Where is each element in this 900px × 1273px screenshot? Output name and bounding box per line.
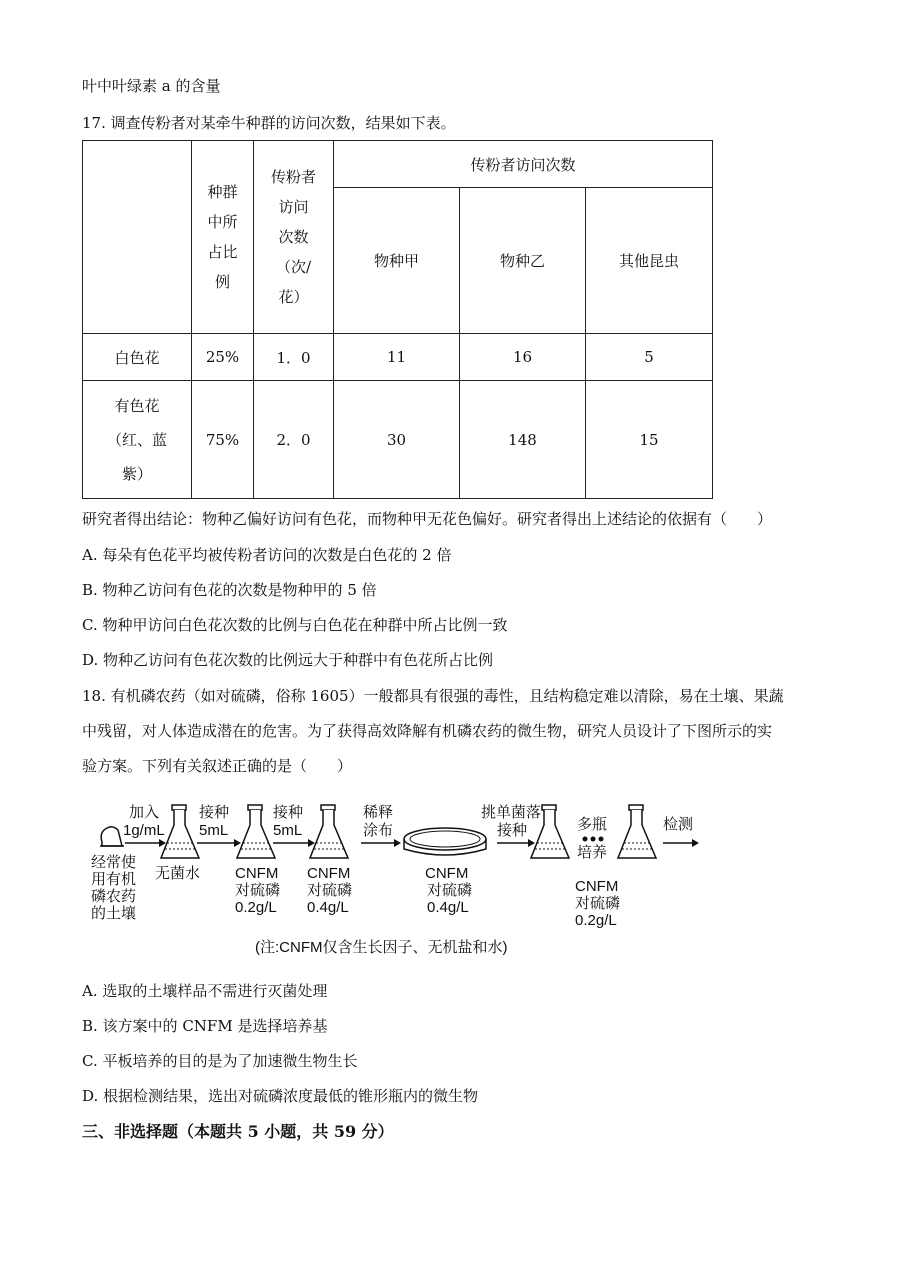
svg-text:培养: 培养 xyxy=(577,844,608,861)
value-cell: 11 xyxy=(334,334,460,381)
flask-last-label: CNFM xyxy=(575,878,619,895)
q17-conclusion: 研究者得出结论：物种乙偏好访问有色花，而物种甲无花色偏好。研究者得出上述结论的依据有（ ） xyxy=(82,510,773,528)
multi-bottle-label: 多瓶 xyxy=(577,816,608,833)
svg-text:用有机: 用有机 xyxy=(91,871,137,888)
svg-text:对硫磷: 对硫磷 xyxy=(307,882,353,899)
flask-3-icon xyxy=(310,805,348,858)
svg-text:涂布: 涂布 xyxy=(363,822,394,839)
value-cell: 30 xyxy=(334,381,460,499)
svg-text:0.4g/L: 0.4g/L xyxy=(307,899,349,916)
table-row xyxy=(83,381,713,499)
step5-label: 挑单菌落 xyxy=(481,804,542,821)
q17-option-a: A. 每朵有色花平均被传粉者访问的次数是白色花的 2 倍 xyxy=(82,546,452,564)
flask-1-icon xyxy=(161,805,199,858)
q17-option-b: B. 物种乙访问有色花的次数是物种甲的 5 倍 xyxy=(82,581,377,599)
svg-text:1g/mL: 1g/mL xyxy=(123,822,165,839)
section-3-heading: 三、非选择题（本题共 5 小题，共 59 分） xyxy=(82,1122,394,1141)
q18-stem-line-3: 验方案。下列有关叙述正确的是（ ） xyxy=(82,757,353,775)
experiment-diagram xyxy=(85,795,725,965)
svg-text:磷农药: 磷农药 xyxy=(91,888,137,905)
step1-label: 加入 xyxy=(129,804,160,821)
species-b-header: 物种乙 xyxy=(460,188,586,334)
flask-2-icon xyxy=(237,805,275,858)
q17-option-c: C. 物种甲访问白色花次数的比例与白色花在种群中所占比例一致 xyxy=(82,616,508,634)
flask-2-label: CNFM xyxy=(235,865,279,882)
ratio-cell: 25% xyxy=(192,334,254,381)
detect-label: 检测 xyxy=(663,816,694,833)
header-fragment: 叶中叶绿素 a 的含量 xyxy=(82,77,221,95)
q18-stem-line-1: 18. 有机磷农药（如对硫磷，俗称 1605）一般都具有很强的毒性，且结构稳定难以清除，易在土壤、果蔬 xyxy=(82,687,784,705)
q17-stem: 17. 调查传粉者对某牵牛种群的访问次数，结果如下表。 xyxy=(82,114,456,132)
q18-option-c: C. 平板培养的目的是为了加速微生物生长 xyxy=(82,1052,358,1070)
flask-1-label: 无菌水 xyxy=(155,865,201,882)
svg-text:对硫磷: 对硫磷 xyxy=(427,882,473,899)
svg-text:接种: 接种 xyxy=(497,822,528,839)
svg-text:的土壤: 的土壤 xyxy=(91,905,137,922)
table-corner-cell xyxy=(83,141,192,334)
ellipsis-dots-icon xyxy=(583,837,604,842)
svg-text:5mL: 5mL xyxy=(199,822,229,839)
row-label: 白色花 xyxy=(83,334,192,381)
q18-option-a: A. 选取的土壤样品不需进行灭菌处理 xyxy=(82,982,328,1000)
soil-sample-icon xyxy=(100,827,124,846)
flask-5-icon xyxy=(618,805,656,858)
pollinator-table xyxy=(82,140,713,499)
plate-label: CNFM xyxy=(425,865,469,882)
visits-header: 传粉者 访问 次数 （次/ 花） xyxy=(254,141,334,334)
svg-text:0.2g/L: 0.2g/L xyxy=(575,912,617,929)
row-label: 有色花 （红、蓝 紫） xyxy=(83,381,192,499)
other-insects-header: 其他昆虫 xyxy=(586,188,713,334)
q18-option-d: D. 根据检测结果，选出对硫磷浓度最低的锥形瓶内的微生物 xyxy=(82,1087,479,1105)
q18-stem-line-2: 中残留，对人体造成潜在的危害。为了获得高效降解有机磷农药的微生物，研究人员设计了下图所示的实 xyxy=(82,722,773,740)
visits-cell: 1．0 xyxy=(254,334,334,381)
step2-label: 接种 xyxy=(199,804,230,821)
step4-label: 稀释 xyxy=(363,804,394,821)
flask-3-label: CNFM xyxy=(307,865,351,882)
ratio-header: 种群 中所 占比 例 xyxy=(192,141,254,334)
diagram-note: (注:CNFM仅含生长因子、无机盐和水) xyxy=(255,939,508,956)
svg-text:5mL: 5mL xyxy=(273,822,303,839)
svg-text:对硫磷: 对硫磷 xyxy=(235,882,281,899)
species-a-header: 物种甲 xyxy=(334,188,460,334)
ratio-cell: 75% xyxy=(192,381,254,499)
value-cell: 148 xyxy=(460,381,586,499)
table-row xyxy=(83,334,713,381)
step3-label: 接种 xyxy=(273,804,304,821)
soil-label: 经常使 xyxy=(91,854,137,871)
group-header: 传粉者访问次数 xyxy=(334,141,713,188)
visits-cell: 2．0 xyxy=(254,381,334,499)
q18-option-b: B. 该方案中的 CNFM 是选择培养基 xyxy=(82,1017,328,1035)
svg-text:0.2g/L: 0.2g/L xyxy=(235,899,277,916)
q17-option-d: D. 物种乙访问有色花次数的比例远大于种群中有色花所占比例 xyxy=(82,651,494,669)
svg-text:对硫磷: 对硫磷 xyxy=(575,895,621,912)
petri-dish-icon xyxy=(404,828,486,855)
svg-text:0.4g/L: 0.4g/L xyxy=(427,899,469,916)
value-cell: 15 xyxy=(586,381,713,499)
value-cell: 5 xyxy=(586,334,713,381)
value-cell: 16 xyxy=(460,334,586,381)
